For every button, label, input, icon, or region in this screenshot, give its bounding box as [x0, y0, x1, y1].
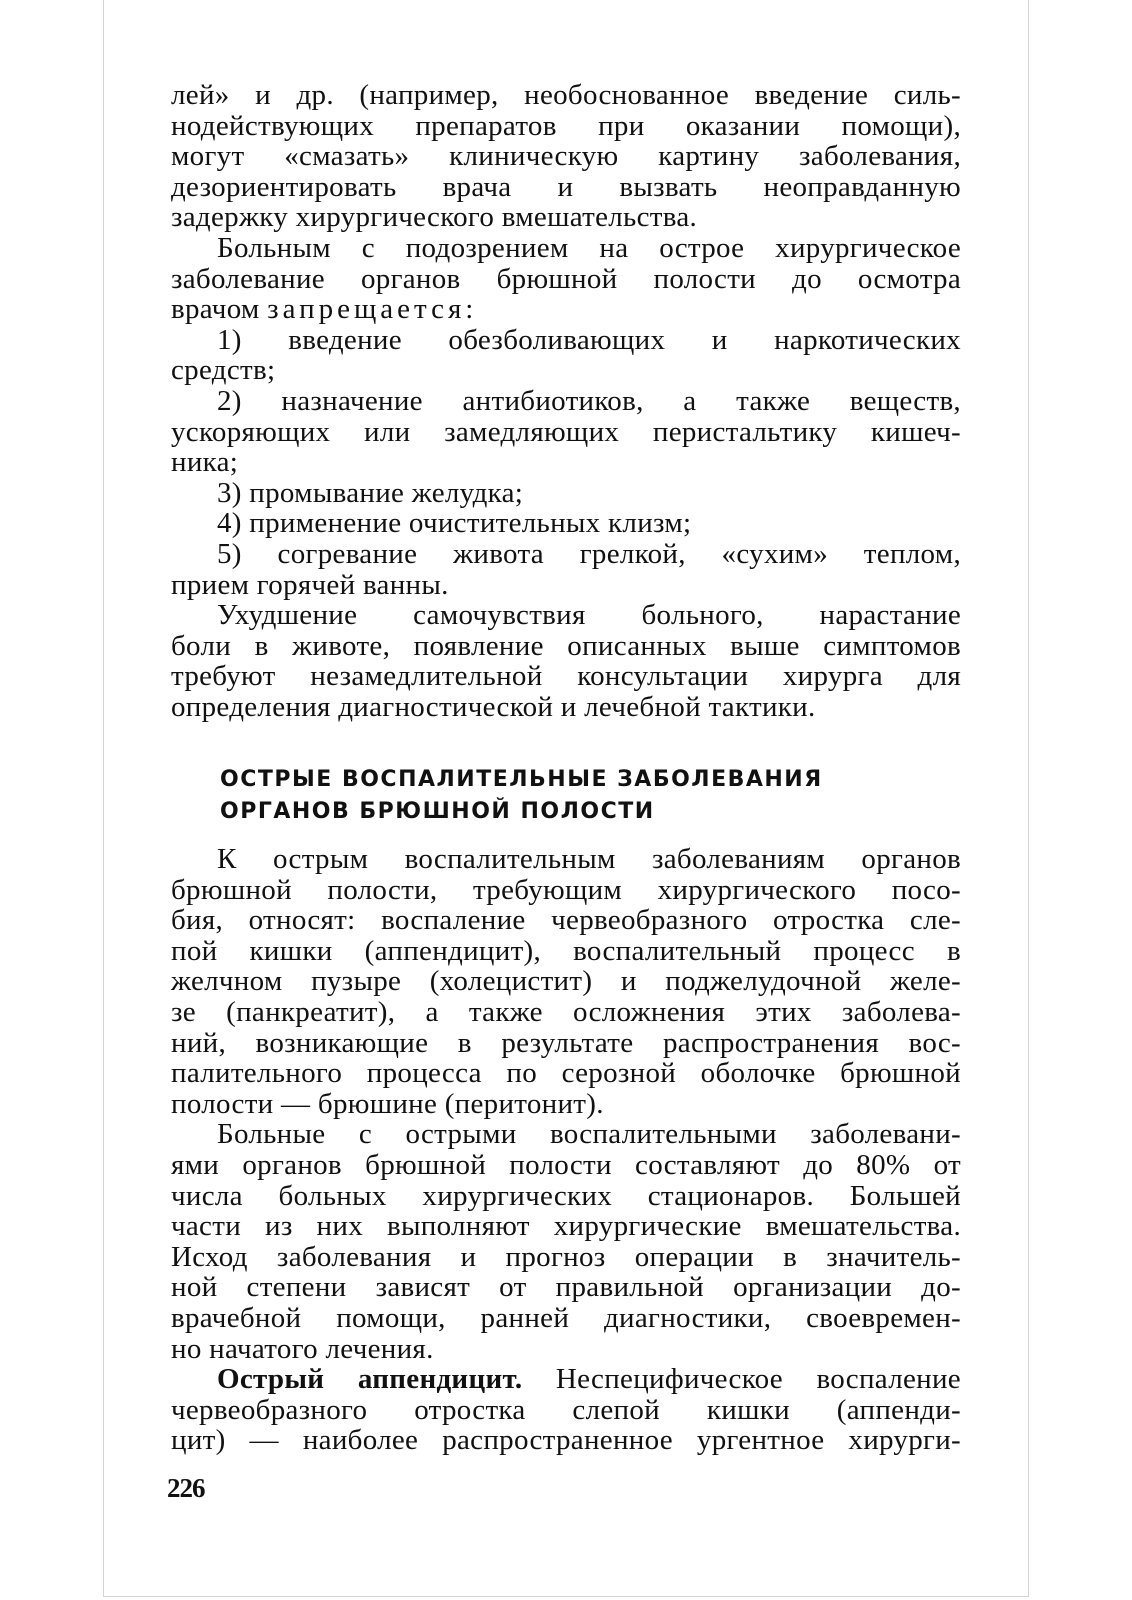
emphasized-text: запрещается: [267, 293, 478, 326]
paragraph-line: ями органов брюшной полости составляют до 80% от [171, 1148, 961, 1181]
section-heading-line: ОСТРЫЕ ВОСПАЛИТЕЛЬНЫЕ ЗАБОЛЕВАНИЯ [220, 767, 823, 792]
paragraph-line: части из них выполняют хирургические вмешательства. [171, 1210, 961, 1243]
list-item-line: средств; [171, 354, 276, 387]
paragraph-line: дезориентировать врача и вызвать неоправданную [171, 170, 961, 203]
paragraph-line: могут «смазать» клиническую картину заболевания, [171, 140, 961, 173]
paragraph-line: пой кишки (аппендицит), воспалительный процесс в [171, 934, 961, 967]
paragraph-line: боли в животе, появление описанных выше симптомов [171, 629, 961, 662]
paragraph-line: желчном пузыре (холецистит) и поджелудочной желе- [171, 965, 961, 998]
paragraph-line: Ухудшение самочувствия больного, нарастание [217, 599, 961, 632]
body-text-bottom [171, 844, 961, 1456]
paragraph-line: К острым воспалительным заболеваниям органов [217, 843, 961, 875]
section-heading-line: ОРГАНОВ БРЮШНОЙ ПОЛОСТИ [220, 799, 655, 824]
paragraph-line: Больные с острыми воспалительными заболевани- [217, 1118, 961, 1151]
page-number: 226 [167, 1473, 205, 1503]
paragraph-line: Больным с подозрением на острое хирургическое [217, 231, 961, 264]
paragraph-line: определения диагностической и лечебной тактики. [171, 690, 816, 723]
paragraph-line: задержку хирургического вмешательства. [171, 201, 698, 234]
paragraph-line [171, 1364, 961, 1395]
paragraph-line: но начатого лечения. [171, 1332, 434, 1365]
list-item-line: 3) промывание желудка; [217, 476, 524, 509]
list-item-line: 2) назначение антибиотиков, а также веществ, [217, 384, 961, 417]
list-item-line: ника; [171, 446, 239, 479]
text-span: Неспецифическое воспаление [522, 1363, 961, 1396]
text-span: врачом [171, 293, 268, 326]
list-item-line: 4) применение очистительных клизм; [217, 507, 692, 540]
paragraph-line: ной степени зависят от правильной организации до- [171, 1271, 961, 1304]
paragraph-line: зе (панкреатит), а также осложнения этих заболева- [171, 995, 961, 1028]
paragraph-line [171, 294, 961, 325]
section-heading [220, 764, 920, 828]
list-item-line: прием горячей ванны. [171, 568, 449, 601]
paragraph-line: нодействующих препаратов при оказании помощи), [171, 109, 961, 142]
body-text-top [171, 80, 961, 722]
paragraph-line: требуют незамедлительной консультации хирурга для [171, 660, 961, 693]
paragraph-line: червеобразного отростка слепой кишки (аппенди- [171, 1393, 961, 1426]
paragraph-line: палительного процесса по серозной оболочке брюшной [171, 1057, 961, 1090]
paragraph-line: полости — брюшине (перитонит). [171, 1087, 604, 1120]
list-item-line: 1) введение обезболивающих и наркотических [217, 323, 961, 356]
paragraph-line: Исход заболевания и прогноз операции в значитель- [171, 1240, 961, 1273]
paragraph-line: врачебной помощи, ранней диагностики, своевремен- [171, 1301, 961, 1334]
paragraph-line: брюшной полости, требующим хирургического посо- [171, 873, 961, 906]
paragraph-line: заболевание органов брюшной полости до осмотра [171, 262, 961, 295]
paragraph-line: бия, относят: воспаление червеобразного отростка сле- [171, 904, 961, 937]
list-item-line: ускоряющих или замедляющих перистальтику кишеч- [171, 415, 961, 448]
bold-lead-term: Острый аппендицит. [217, 1363, 523, 1396]
paragraph-line: лей» и др. (например, необоснованное введение силь- [171, 79, 961, 111]
list-item-line: 5) согревание живота грелкой, «сухим» теплом, [217, 537, 961, 570]
paragraph-line: цит) — наиболее распространенное ургентное хирурги- [171, 1424, 961, 1457]
paragraph-line: числа больных хирургических стационаров. Большей [171, 1179, 961, 1212]
paragraph-line: ний, возникающие в результате распространения вос- [171, 1026, 961, 1059]
